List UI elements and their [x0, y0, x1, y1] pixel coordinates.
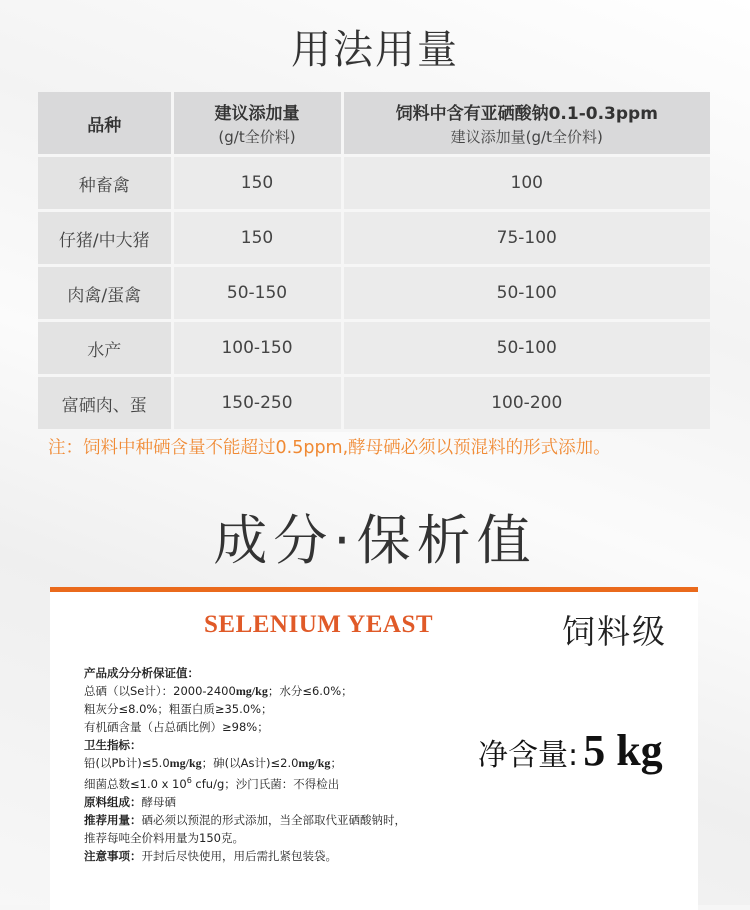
table-row	[38, 321, 710, 376]
table-row	[38, 376, 710, 431]
cell-kind: 水产	[38, 321, 172, 376]
header-dose-with-selenite	[342, 92, 710, 156]
guarantee-heading: 产品成分分析保证值：	[84, 666, 199, 680]
cell-dose-with-selenite: 100-200	[342, 376, 710, 431]
cell-dose: 100-150	[172, 321, 342, 376]
cell-dose-with-selenite: 50-100	[342, 266, 710, 321]
net-weight-label: 净含量:	[478, 738, 579, 773]
heavy-metal-line: 铅(以Pb计)≤5.0mg/kg；砷(以As计)≤2.0mg/kg；	[84, 756, 342, 770]
ash-protein-line: 粗灰分≤8.0%；粗蛋白质≥35.0%；	[84, 702, 273, 716]
usage-table-header	[38, 92, 710, 156]
total-selenium-line: 总硒（以Se计）：2000-2400mg/kg；水分≤6.0%；	[84, 684, 353, 698]
header-dose-unit: (g/t全价料)	[218, 128, 296, 146]
product-name: SELENIUM YEAST	[204, 611, 434, 638]
recommended-line-2: 推荐每吨全价料用量为150克。	[84, 830, 244, 845]
analysis-section-title: 成分·保析值	[213, 509, 537, 572]
cell-dose: 150	[172, 211, 342, 266]
recommended-line: 推荐用量：硒必须以预混的形式添加，当全部取代亚硒酸钠时，	[84, 812, 406, 827]
usage-section-title: 用法用量	[291, 27, 459, 73]
cell-dose: 50-150	[172, 266, 342, 321]
notice-line: 注意事项：开封后尽快使用，用后需扎紧包装袋。	[84, 848, 337, 863]
header-kind: 品种	[38, 92, 172, 156]
cell-dose-with-selenite: 75-100	[342, 211, 710, 266]
cell-kind: 种畜禽	[38, 156, 172, 211]
composition-line: 原料组成：酵母硒	[84, 794, 176, 809]
cell-dose: 150	[172, 156, 342, 211]
cell-dose: 150-250	[172, 376, 342, 431]
table-row	[38, 266, 710, 321]
cell-kind: 仔猪/中大猪	[38, 211, 172, 266]
usage-note: 注：饲料中种硒含量不能超过0.5ppm,酵母硒必须以预混料的形式添加。	[48, 438, 611, 458]
cell-kind: 富硒肉、蛋	[38, 376, 172, 431]
header-dose-with-selenite-unit: 建议添加量(g/t全价料)	[450, 128, 603, 146]
cell-dose-with-selenite: 100	[342, 156, 710, 211]
organic-selenium-line: 有机硒含量（占总硒比例）≥98%；	[84, 720, 269, 734]
table-row	[38, 211, 710, 266]
cell-kind: 肉禽/蛋禽	[38, 266, 172, 321]
hygiene-heading: 卫生指标：	[84, 738, 142, 752]
net-weight-value: 5 kg	[583, 726, 663, 775]
header-dose-main: 建议添加量	[214, 104, 300, 124]
table-row	[38, 156, 710, 211]
net-weight	[478, 725, 663, 776]
product-label-card	[50, 587, 698, 910]
usage-table	[38, 92, 710, 432]
header-dose	[172, 92, 342, 156]
product-grade: 饲料级	[562, 612, 667, 651]
header-dose-with-selenite-main: 饲料中含有亚硒酸钠0.1-0.3ppm	[395, 104, 658, 124]
cell-dose-with-selenite: 50-100	[342, 321, 710, 376]
product-specs	[84, 664, 524, 865]
bacteria-line: 细菌总数≤1.0 x $10^6$ cfu/g；沙门氏菌：不得检出	[84, 776, 340, 791]
